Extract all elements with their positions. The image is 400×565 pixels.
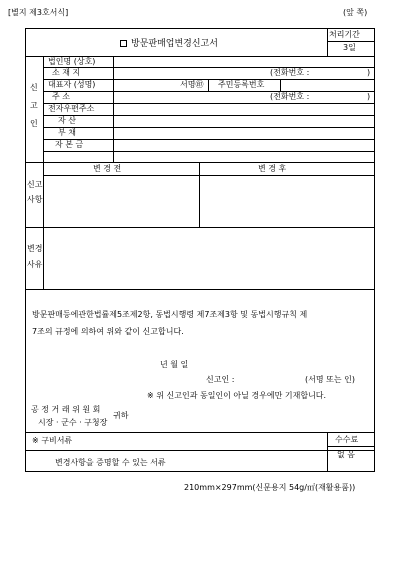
reporter-sign: (서명 또는 인) <box>305 375 355 384</box>
rrn-label: 주민등록번호 <box>218 80 265 89</box>
fee-value: 없 음 <box>337 450 355 459</box>
address-phone-label: (전화번호 : <box>270 92 310 101</box>
date-line: 년 월 일 <box>160 360 189 369</box>
attachments-item: 변경사항을 증명할 수 있는 서류 <box>55 458 166 467</box>
corp-name-label: 법인명 (상호) <box>48 57 96 66</box>
processing-period-label: 처리기간 <box>329 30 360 39</box>
attachments-box <box>25 432 375 472</box>
before-header: 변 경 전 <box>93 164 122 173</box>
report-label-1: 신고 <box>27 180 43 189</box>
after-header: 변 경 후 <box>258 164 287 173</box>
rep-name-label: 대표자 (성명) <box>48 80 96 89</box>
report-label-2: 사항 <box>27 195 43 204</box>
location-phone-label: (전화번호 : <box>270 68 310 77</box>
email-label: 전자우편주소 <box>48 104 95 113</box>
address-phone-close: ) <box>367 92 371 101</box>
page-side: (앞 쪽) <box>343 8 368 17</box>
rep-sign: 서명㊞ <box>180 80 204 89</box>
checkbox-icon[interactable] <box>120 40 127 47</box>
paper-spec: 210mm×297mm(신문용지 54g/㎡(재활용품)) <box>184 483 356 492</box>
form-id: [별지 제3호서식] <box>8 8 69 17</box>
reason-label-1: 변경 <box>27 244 43 253</box>
declaration-line-2: 7조의 규정에 의하여 위와 같이 신고합니다. <box>32 327 184 336</box>
applicant-label-3: 인 <box>30 119 38 128</box>
address-label: 주 소 <box>52 92 70 101</box>
location-phone-close: ) <box>367 68 371 77</box>
honorific: 귀하 <box>113 411 129 420</box>
attachments-title: ※ 구비서류 <box>32 436 73 445</box>
reporter-label: 신고인 : <box>206 375 235 384</box>
recipient-line-1: 공 정 거 래 위 원 회 <box>31 405 101 414</box>
processing-period-value: 3일 <box>343 43 356 52</box>
declaration-line-1: 방문판매등에관한법률제5조제2항, 동법시행령 제7조제3항 및 동법시행규칙 제 <box>32 310 308 319</box>
form-title: 방문판매업변경신고서 <box>120 39 218 49</box>
location-label: 소 재 지 <box>52 68 81 77</box>
capital-label: 자 본 금 <box>55 140 84 149</box>
recipient-line-2: 시장 · 군수 · 구청장 <box>38 418 108 427</box>
reason-label-2: 사유 <box>27 260 43 269</box>
reporter-note: ※ 위 신고인과 동일인이 아닐 경우에만 기재합니다. <box>147 391 327 400</box>
liabilities-label: 부 채 <box>58 128 76 137</box>
fee-label: 수수료 <box>335 435 359 444</box>
assets-label: 자 산 <box>58 116 76 125</box>
applicant-label-2: 고 <box>30 101 38 110</box>
applicant-label-1: 신 <box>30 83 38 92</box>
